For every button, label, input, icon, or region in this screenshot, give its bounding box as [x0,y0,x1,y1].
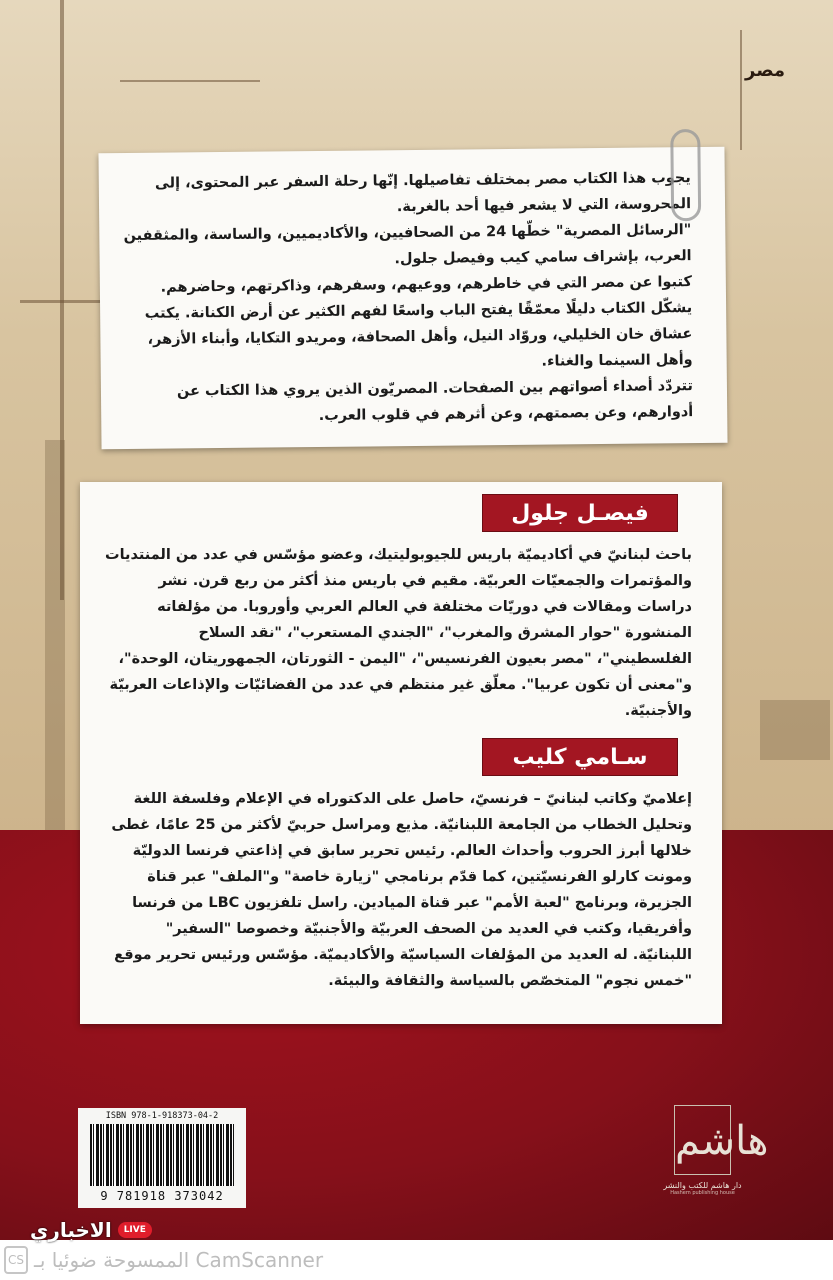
publisher-logo-mark: هاشم [674,1105,731,1175]
publisher-name-ar: دار هاشم للكتب والنشر [663,1181,742,1190]
intro-card [98,147,727,450]
channel-watermark [30,1218,152,1242]
author-bio: إعلاميّ وكاتب لبنانيّ – فرنسيّ، حاصل على الدكتوراه في الإعلام وفلسفة اللغة وتحليل الخطاب من الجامعة اللبنانيّة. مذيع ومراسل حربيّ لأكثر من 25 عامًا، غطى خلالها أبرز الحروب وأحداث العالم. رئيس تحرير سابق في إذاعتي فرنسا الدوليّة ومونت كارلو الفرنسيّتين، كما قدّم برنامجي "زيارة خاصة" و"الملف" عبر قناة الجزيرة، وبرنامج "لعبة الأمم" عبر قناة الميادين. راسل تلفزيون LBC من فرنسا وأفريقيا، وكتب في العديد من الصحف العربيّة والأجنبيّة وخصوصا "السفير" اللبنانيّة. له العديد من المؤلفات السياسيّة والأكاديميّة. مؤسّس ورئيس تحرير موقع "خمس نجوم" المتخصّص بالسياسة والثقافة والبيئة. [111,791,692,989]
authors-card [80,482,722,1024]
publisher-logo [660,1105,769,1215]
camscanner-text: الممسوحة ضوئيا بـ CamScanner [34,1248,324,1272]
intro-paragraph: يجوب هذا الكتاب مصر بمختلف تفاصيلها. إنّها رحلة السفر عبر المحتوى، إلى المحروسة، التي لا يشعر فيها أحد بالغربة. [154,170,692,216]
barcode-icon [90,1124,234,1186]
live-badge: LIVE [118,1222,152,1238]
intro-paragraph: "الرسائل المصرية" خطّها 24 من الصحافيين، والأكاديميين، والساسة، والمثقفين العرب، بإشراف سامي كيب وفيصل جلول. [123,222,692,268]
intro-paragraph: كتبوا عن مصر التي في خاطرهم، ووعيهم، وسفرهم، وذاكرتهم، وحاضرهم. يشكّل الكتاب دليلًا معمّقًا يفتح الباب واسعًا لفهم الكثير عن أرض الكنانة. يكتب عشاق خان الخليلي، وروّاد النيل، وأهل الصحافة، ومريدو التكايا، وأبناء الأزهر، وأهل السينما والغناء. [144,274,693,370]
intro-paragraph: تتردّد أصداء أصواتهم بين الصفحات. المصريّون الذين يروي هذا الكتاب عن أدوارهم، وعن بصمتهم، وعن أثرهم في قلوب العرب. [176,378,694,424]
author-name-tag: فيصـل جلول [482,494,678,532]
channel-name: الاخباري [30,1218,112,1242]
isbn-text: ISBN 978-1-918373-04-2 [105,1111,219,1121]
barcode-number: 9 781918 373042 [100,1189,224,1203]
camscanner-icon: CS [4,1246,28,1274]
paperclip-icon [670,129,701,221]
publisher-name-en: Hashem publishing house [670,1190,735,1196]
shop-sign: مصر [745,60,786,81]
barcode-label [78,1108,246,1208]
cards-column [80,150,726,1024]
author-name-tag: سـامي كليب [482,738,678,776]
camscanner-watermark [4,1246,323,1274]
author-bio: باحث لبنانيّ في أكاديميّة باريس للجيوبوليتيك، وعضو مؤسّس في عدد من المنتديات والمؤتمرات والجمعيّات العربيّة. مقيم في باريس منذ أكثر من ربع قرن. نشر دراسات ومقالات في دوريّات مختلفة في العالم العربي وأوروبا. من مؤلفاته المنشورة "حوار المشرق والمغرب"، "الجندي المستعرب"، "نقد السلاح الفلسطيني"، "مصر بعيون الفرنسيس"، "اليمن - الثورتان، الجمهوريتان، الوحدة"، و"معنى أن تكون عربيا". معلّق غير منتظم في عدد من الفضائيّات والإذاعات العربيّة والأجنبيّة. [105,547,692,719]
